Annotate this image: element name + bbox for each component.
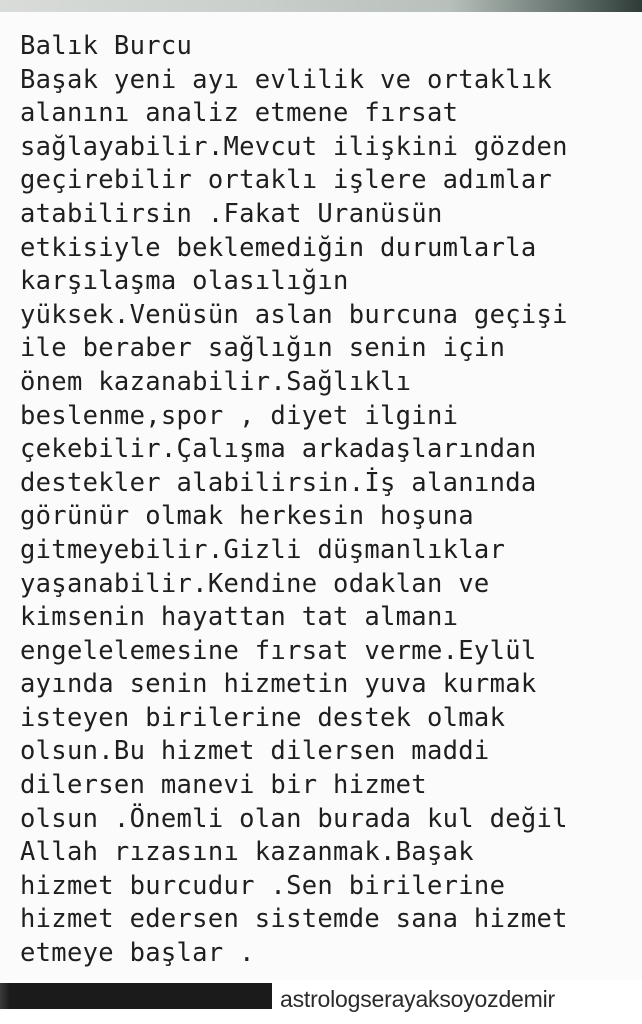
footer-dark-bar: [0, 983, 272, 1009]
text-line: olsun .Önemli olan burada kul değil: [20, 803, 568, 834]
text-line: engelelemesine fırsat verme.Eylül: [20, 635, 537, 666]
text-line: gitmeyebilir.Gizli düşmanlıklar: [20, 534, 506, 565]
text-line: geçirebilir ortaklı işlere adımlar: [20, 165, 553, 196]
text-line: Allah rızasını kazanmak.Başak: [20, 837, 474, 868]
text-line: kimsenin hayattan tat almanı: [20, 602, 459, 633]
text-line: beslenme,spor , diyet ilgini: [20, 400, 459, 431]
text-line: destekler alabilirsin.İş alanında: [20, 467, 537, 498]
text-line: çekebilir.Çalışma arkadaşlarından: [20, 434, 537, 465]
text-line: hizmet edersen sistemde sana hizmet: [20, 904, 568, 935]
text-line: etkisiyle beklemediğin durumlarla: [20, 232, 537, 263]
horoscope-text: [20, 30, 635, 971]
text-line: sağlayabilir.Mevcut ilişkini gözden: [20, 131, 568, 162]
text-line: ayında senin hizmetin yuva kurmak: [20, 669, 537, 700]
text-line: görünür olmak herkesin hoşuna: [20, 501, 474, 532]
text-line: atabilirsin .Fakat Uranüsün: [20, 198, 443, 229]
text-line: önem kazanabilir.Sağlıklı: [20, 366, 412, 397]
text-line: isteyen birilerine destek olmak: [20, 702, 506, 733]
text-line: yüksek.Venüsün aslan burcuna geçişi: [20, 299, 568, 330]
text-line: alanını analiz etmene fırsat: [20, 98, 459, 129]
text-line: ile beraber sağlığın senin için: [20, 333, 506, 364]
text-line: hizmet burcudur .Sen birilerine: [20, 870, 506, 901]
text-line: olsun.Bu hizmet dilersen maddi: [20, 736, 490, 767]
text-line: Balık Burcu: [20, 31, 193, 61]
text-line: Başak yeni ayı evlilik ve ortaklık: [20, 64, 553, 95]
text-line: karşılaşma olasılığın: [20, 266, 349, 297]
text-line: dilersen manevi bir hizmet: [20, 770, 427, 801]
author-handle[interactable]: astrologserayaksoyozdemir: [280, 986, 555, 1012]
text-line: yaşanabilir.Kendine odaklan ve: [20, 568, 490, 599]
text-line: etmeye başlar .: [20, 938, 255, 969]
top-image-strip: [0, 0, 642, 12]
